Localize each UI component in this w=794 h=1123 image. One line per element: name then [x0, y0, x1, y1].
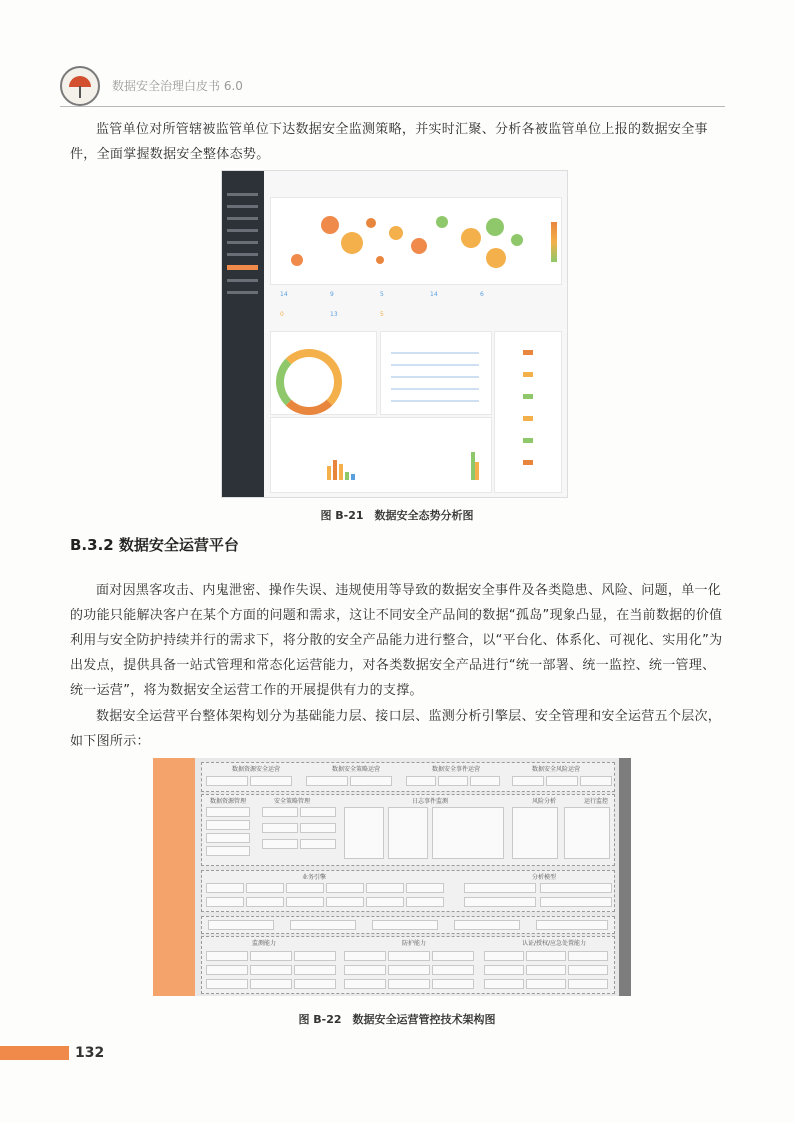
progress-list-panel [380, 331, 492, 415]
whitepaper-logo-icon [60, 66, 100, 106]
figure-caption-b21: 图 B-21 数据安全态势分析图 [320, 509, 474, 522]
side-column [619, 758, 631, 996]
dashboard-sidebar [222, 171, 264, 497]
section-heading: B.3.2 数据安全运营平台 [70, 536, 239, 554]
running-header-title: 数据安全治理白皮书 6.0 [112, 79, 243, 93]
header-divider [60, 106, 725, 107]
architecture-diagram [153, 758, 631, 996]
donut-chart [276, 349, 342, 415]
base-section-1: 监测能力 [252, 940, 277, 947]
engine-section-1: 业务引擎 [302, 874, 327, 881]
paragraph-monitoring: 监管单位对所管辖被监管单位下达数据安全监测策略，并实时汇聚、分析各被监管单位上报的数据安全事件，全面掌握数据安全整体态势。 [70, 122, 708, 162]
top-section-2: 数据安全策略运营 [332, 766, 381, 773]
trend-bar-panel [270, 417, 492, 493]
figure-caption-b22: 图 B-22 数据安全运营管控技术架构图 [298, 1013, 496, 1026]
situation-dashboard-figure: 14 9 5 14 6 0 13 5 [221, 170, 568, 498]
top-section-1: 数据资源安全运营 [232, 766, 281, 773]
bubble-chart-panel [270, 197, 562, 285]
footer-accent-bar [0, 1046, 69, 1060]
top-section-3: 数据安全事件运营 [432, 766, 481, 773]
base-section-2: 防护能力 [402, 940, 427, 947]
base-section-3: 认证/授权/应急处置能力 [522, 940, 587, 947]
paragraph-operation-platform: 面对因黑客攻击、内鬼泄密、操作失误、违规使用等导致的数据安全事件及各类隐患、风险、问题，单一化的功能只能解决客户在某个方面的问题和需求，这让不同安全产品间的数据“孤岛”现象凸显，在当前数据的价值利用与安全防护持续并行的需求下，将分散的安全产品能力进行整合，以“平台化、体系化、可视化、实用化”为出发点，提供具备一站式管理和常态化运营能力，对各类数据安全产品进行“统一部署、统一监控、统一管理、统一运营”，将为数据安全运营工作的开展提供有力的支撑。 [70, 583, 723, 698]
engine-section-2: 分析模型 [532, 874, 557, 881]
mid-section-5: 运行监控 [584, 798, 609, 805]
event-list-panel [494, 331, 562, 493]
mid-section-3: 日志事件监测 [412, 798, 449, 805]
mid-section-2: 安全策略管理 [274, 798, 311, 805]
paragraph-architecture-intro: 数据安全运营平台整体架构划分为基础能力层、接口层、监测分析引擎层、安全管理和安全运营五个层次，如下图所示： [70, 709, 722, 749]
layer-column [153, 758, 195, 996]
mid-section-4: 风险分析 [532, 798, 557, 805]
mid-section-1: 数据资源管理 [210, 798, 247, 805]
top-section-4: 数据安全风险运营 [532, 766, 581, 773]
page-number: 132 [75, 1045, 105, 1061]
